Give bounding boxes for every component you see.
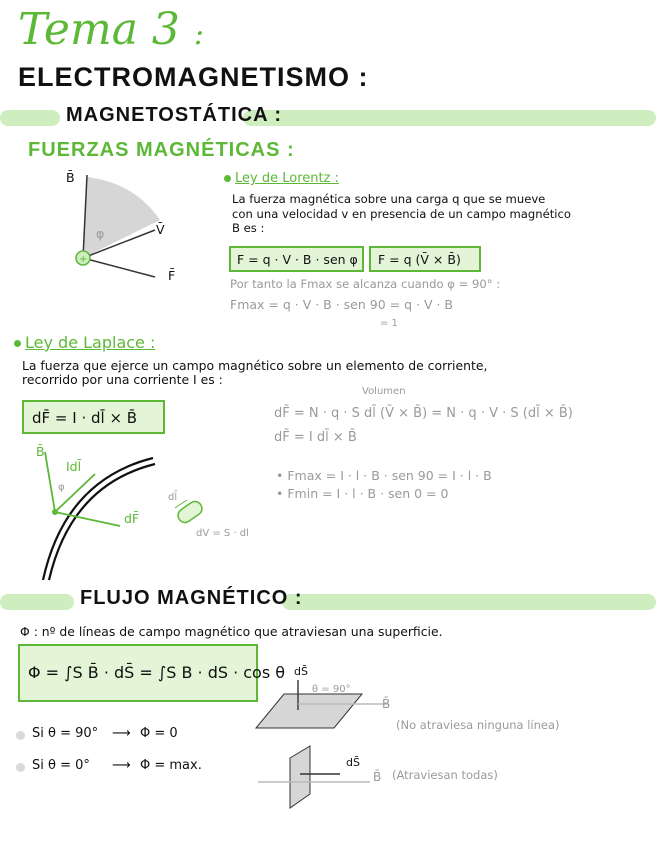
si1-cond: Si θ = 90° [32, 726, 99, 741]
laplace-deriv2: dF̄ = I dl̄ × B̄ [274, 430, 357, 445]
lorentz-plane [83, 177, 160, 258]
laplace-fig-idl: Idl̄ [66, 459, 82, 474]
laplace-formula: dF̄ = I · dl̄ × B̄ [32, 409, 138, 427]
laplace-fig-dl: dl̄ [168, 492, 178, 503]
lorentz-line2: con una velocidad v en presencia de un campo magnético [232, 206, 571, 221]
laplace-text [22, 359, 487, 387]
tema-colon: : [193, 17, 205, 52]
lorentz-formula1-box [229, 246, 364, 272]
flux1-b: B̄ [382, 697, 391, 711]
lorentz-fig-phi: φ [96, 226, 105, 241]
si1-result: Φ = 0 [140, 726, 178, 741]
si2-arrow-icon: ⟶ [112, 758, 131, 773]
fuerzas-heading: FUERZAS MAGNÉTICAS : [28, 139, 295, 161]
flujo-heading: FLUJO MAGNÉTICO : [80, 587, 303, 609]
laplace-deriv1: dF̄ = N · q · S dl̄ (V̄ × B̄) = N · q · V · S (dl̄ × B̄) [274, 406, 573, 421]
lorentz-under: = 1 [380, 318, 398, 329]
volume-cylinder-icon [175, 499, 204, 525]
lorentz-fig-b: B̄ [66, 170, 75, 185]
si1-arrow-icon: ⟶ [112, 726, 131, 741]
lorentz-fig-f: F̄ [168, 268, 176, 283]
lorentz-text [232, 192, 571, 236]
laplace-volumen: Volumen [362, 386, 406, 397]
laplace-formula-box [22, 400, 165, 434]
section-bar-right [243, 110, 656, 126]
flux1-theta: θ = 90° [312, 684, 351, 695]
surface-plane [256, 694, 362, 728]
bullet-icon [16, 731, 25, 740]
si2-result: Φ = max. [140, 758, 202, 773]
laplace-line2: recorrido por una corriente I es : [22, 372, 223, 387]
section-bar-right-2 [282, 594, 656, 610]
lorentz-line3: B es : [232, 221, 265, 235]
lorentz-line4: Por tanto la Fmax se alcanza cuando φ = 90° : [230, 277, 501, 291]
lorentz-formula1: F = q · V · B · sen φ [237, 252, 358, 267]
lorentz-line1: La fuerza magnética sobre una carga q que se mueve [232, 192, 546, 206]
lorentz-title: Ley de Lorentz : [224, 171, 339, 186]
tema-title [18, 4, 204, 55]
si2-cond: Si θ = 0° [32, 758, 90, 773]
laplace-fig-dv: dV = S · dl [196, 528, 249, 539]
laplace-title: Ley de Laplace : [14, 333, 155, 352]
section-bar-left-2 [0, 594, 74, 610]
surface-plane [290, 746, 310, 808]
flujo-definition: Φ : nº de líneas de campo magnético que atraviesan una superficie. [20, 624, 443, 639]
laplace-fmax: • Fmax = I · l · B · sen 90 = I · l · B [276, 468, 492, 483]
subject-title: ELECTROMAGNETISMO : [18, 62, 369, 92]
flux-fig1 [250, 672, 380, 742]
laplace-fig-b: B̄ [36, 444, 45, 459]
b-vector [45, 452, 55, 512]
flux1-ds: dS̄ [294, 665, 308, 678]
flux2-ds: dS̄ [346, 756, 360, 769]
lorentz-fig-v: V̄ [156, 222, 165, 237]
flux2-b: B̄ [373, 770, 382, 784]
flux1-note: (No atraviesa ninguna línea) [396, 718, 560, 732]
laplace-fmin: • Fmin = I · l · B · sen 0 = 0 [276, 486, 449, 501]
lorentz-fmax: Fmax = q · V · B · sen 90 = q · V · B [230, 297, 453, 312]
current-element [52, 509, 58, 515]
magnetostatica-heading: MAGNETOSTÁTICA : [66, 104, 282, 126]
flujo-formula: Φ = ∫S B̄ · dS̄ = ∫S B · dS · cos θ [28, 663, 286, 682]
flux2-note: (Atraviesan todas) [392, 768, 498, 782]
lorentz-formula2-box [369, 246, 481, 272]
laplace-fig-df: dF̄ [124, 511, 140, 526]
f-vector [83, 258, 155, 277]
flujo-formula-box [18, 644, 286, 702]
charge-plus: + [79, 254, 88, 265]
bullet-icon [14, 340, 21, 347]
laplace-line1: La fuerza que ejerce un campo magnético sobre un elemento de corriente, [22, 358, 488, 373]
lorentz-formula2: F = q (V̄ × B̄) [378, 252, 461, 267]
section-bar-left [0, 110, 60, 126]
bullet-icon [224, 175, 231, 182]
laplace-fig-phi: φ [58, 482, 65, 493]
bullet-icon [16, 763, 25, 772]
tema-label: Tema 3 [18, 4, 180, 55]
